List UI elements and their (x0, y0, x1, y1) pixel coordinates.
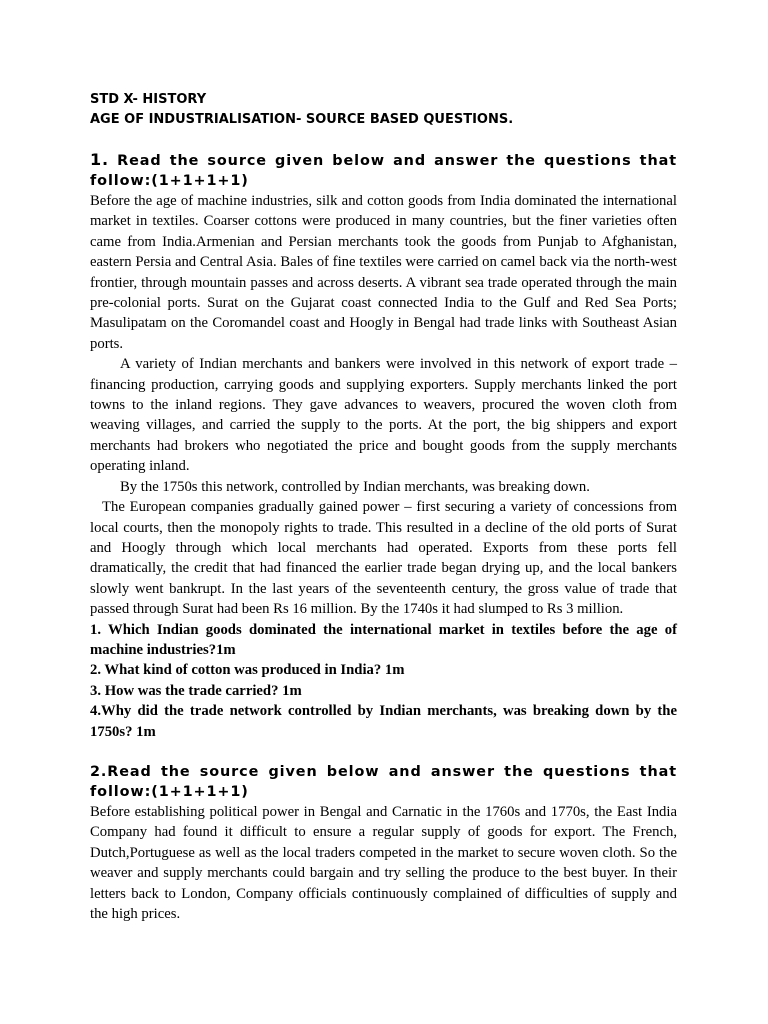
question-4: 4.Why did the trade network controlled by Indian merchants, was breaking down by the 1750s? 1m (90, 703, 677, 740)
section-1-heading (90, 150, 677, 191)
section-1-paragraph-2: A variety of Indian merchants and bankers were involved in this network of export trade – financing production, carrying goods and supplying exporters. Supply merchants linked the port towns to the inland regions. They gave advances to weavers, procured the woven cloth from weaving villages, and carried the supply to the ports. At the port, the big shippers and export merchants had brokers who negotiated the price and bought goods from the supply merchants operating inland. (90, 356, 677, 475)
section-1-paragraph-3: By the 1750s this network, controlled by Indian merchants, was breaking down. (120, 478, 590, 495)
section-1-paragraph-1: Before the age of machine industries, silk and cotton goods from India dominated the international market in textiles. Coarser cottons were produced in many countries, but the finer varieties often came from India.Armenian and Persian merchants took the goods from Punjab to Afghanistan, eastern Persia and Central Asia. Bales of fine textiles were carried on camel back via the north-west frontier, through mountain passes and across deserts. A vibrant sea trade operated through the main pre-colonial ports. Surat on the Gujarat coast connected India to the Gulf and Red Sea Ports; Masulipatam on the Coromandel coast and Hoogly in Bengal had trade links with Southeast Asian ports. (90, 193, 677, 352)
question-1: 1. Which Indian goods dominated the international market in textiles before the age of machine industries?1m (90, 621, 677, 658)
section-2-heading: 2.Read the source given below and answer the questions that follow:(1+1+1+1) (90, 763, 677, 800)
class-title: STD X- HISTORY (90, 92, 207, 107)
section-1-number: 1. (90, 150, 110, 169)
question-2: 2. What kind of cotton was produced in India? 1m (90, 662, 405, 679)
section-1-paragraph-4: The European companies gradually gained power – first securing a variety of concessions from local courts, then the monopoly rights to trade. This resulted in a decline of the old ports of Surat and Hoogly through which local merchants had operated. Exports from these ports fell dramatically, the credit that had financed the earlier trade began drying up, and the local bankers slowly went bankrupt. In the last years of the seventeenth century, the gross value of trade that passed through Surat had been Rs 16 million. By the 1740s it had slumped to Rs 3 million. (90, 499, 677, 618)
section-1-heading-text: Read the source given below and answer the questions that follow:(1+1+1+1) (90, 153, 677, 189)
section-2-paragraph-1: Before establishing political power in Bengal and Carnatic in the 1760s and 1770s, the East India Company had found it difficult to ensure a regular supply of goods for export. The French, Dutch,Portuguese as well as the local traders competed in the market to secure woven cloth. So the weaver and supply merchants could bargain and try selling the produce to the best buyer. In their letters back to London, Company officials continuously complained of difficulties of supply and the high prices. (90, 803, 677, 922)
question-3: 3. How was the trade carried? 1m (90, 682, 302, 699)
document-page (90, 90, 677, 924)
document-title: AGE OF INDUSTRIALISATION- SOURCE BASED QUESTIONS. (90, 112, 514, 127)
